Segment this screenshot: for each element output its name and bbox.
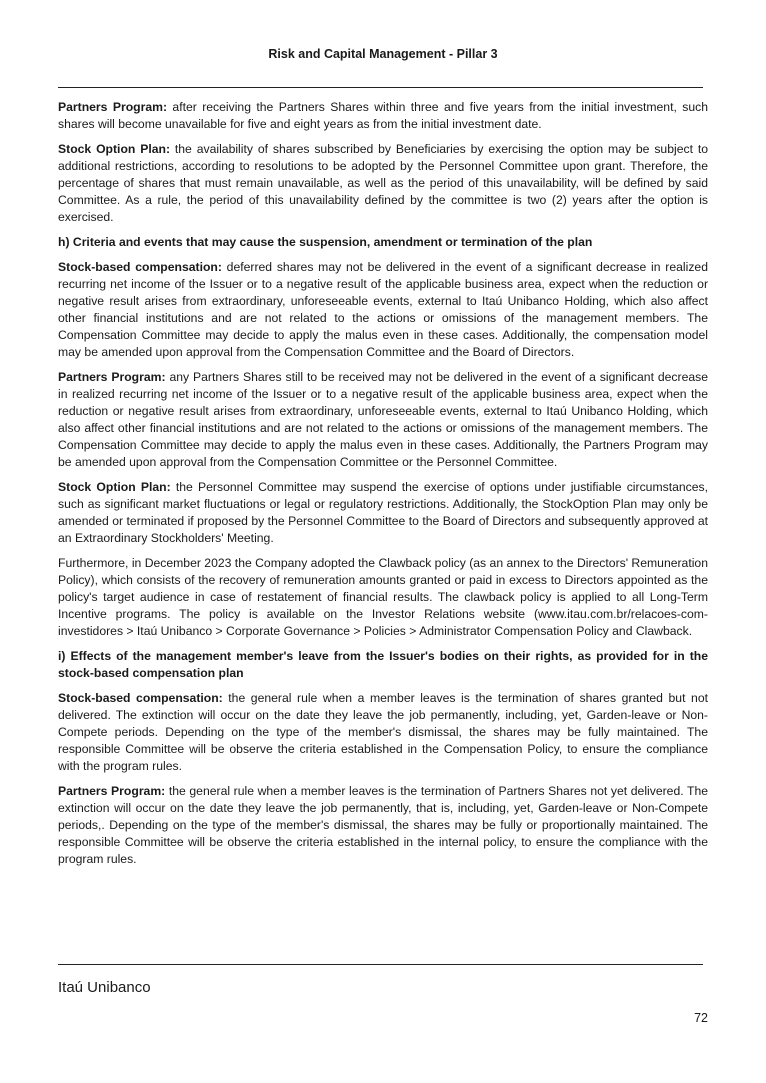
paragraph-label: Stock-based compensation: [58, 260, 222, 274]
paragraph-partners-program-suspension [58, 369, 708, 471]
paragraph-text: any Partners Shares still to be received may not be delivered in the event of a significant decrease in realized recurring net income of the Issuer or to a negative result of the applicable business area, expect when the reduction or negative result arises from extraordinary, unforeseeable events, external to Itaú Unibanco Holding, which also affect other financial institutions and are not related to the actions or omissions of the management members. The Compensation Committee may decide to apply the malus even in these cases. Additionally, the Partners Program may be amended upon approval from the Compensation Committee or the Personnel Committee. [58, 370, 709, 469]
paragraph-clawback-policy: Furthermore, in December 2023 the Company adopted the Clawback policy (as an annex to the Directors' Remuneration Policy), which consists of the recovery of remuneration amounts granted or paid in excess to Directors appointed as the policy's target audience in case of restatement of financial results. The clawback policy is applied to all Long-Term Incentive programs. The policy is available on the Investor Relations website (www.itau.com.br/relacoes-com-investidores > Itaú Unibanco > Corporate Governance > Policies > Administrator Compensation Policy and Clawback. [58, 556, 708, 638]
paragraph-label: Stock-based compensation: [58, 691, 223, 705]
section-heading-h: h) Criteria and events that may cause the suspension, amendment or termination of the plan [58, 235, 593, 249]
paragraph-partners-program-unavailability [58, 99, 708, 133]
page-number: 72 [694, 1011, 708, 1025]
paragraph-text: deferred shares may not be delivered in the event of a significant decrease in realized recurring net income of the Issuer or to a negative result of the applicable business area, expect when the reduction or negative result arises from extraordinary, unforeseeable events, external to Itaú Unibanco Holding, which also affect other financial institutions and are not related to the actions or omissions of the management members. The Compensation Committee may decide to apply the malus even in these cases. Additionally, the compensation model may be amended upon approval from the Compensation Committee and the Board of Directors. [58, 260, 708, 359]
paragraph-text: after receiving the Partners Shares within three and five years from the initial investment, such shares will become unavailable for five and eight years as from the initial investment date. [58, 100, 708, 131]
paragraph-stock-option-unavailability [58, 141, 708, 226]
page-header-title: Risk and Capital Management - Pillar 3 [268, 47, 498, 61]
paragraph-label: Partners Program: [58, 784, 166, 798]
paragraph-stock-option-suspension [58, 479, 708, 547]
header-divider [58, 87, 703, 88]
footer-company-name: Itaú Unibanco [58, 979, 151, 996]
paragraph-text: the availability of shares subscribed by Beneficiaries by exercising the option may be subject to additional restrictions, according to resolutions to be adopted by the Personnel Committee upon grant. Therefore, the percentage of shares that must remain unavailable, as well as the period of this unavailability, will be defined by said Committee. As a rule, the period of this unavailability defined by the committee is two (2) years after the option is exercised. [58, 142, 708, 224]
paragraph-label: Partners Program: [58, 370, 166, 384]
paragraph-label: Stock Option Plan: [58, 142, 171, 156]
document-body [58, 99, 708, 876]
paragraph-text: the Personnel Committee may suspend the exercise of options under justifiable circumstances, such as significant market fluctuations or legal or regulatory restrictions. Additionally, the StockOption Plan may only be amended or terminated if proposed by the Personnel Committee to the Board of Directors and subsequently approved at an Extraordinary Stockholders' Meeting. [58, 480, 708, 545]
section-heading-i: i) Effects of the management member's leave from the Issuer's bodies on their rights, as provided for in the stock-based compensation plan [58, 649, 708, 680]
paragraph-label: Stock Option Plan: [58, 480, 171, 494]
paragraph-stock-based-suspension [58, 259, 708, 361]
footer-divider [58, 964, 703, 965]
paragraph-stock-based-leave [58, 690, 708, 775]
paragraph-label: Partners Program: [58, 100, 168, 114]
paragraph-text: the general rule when a member leaves is the termination of Partners Shares not yet delivered. The extinction will occur on the date they leave the job permanently, that is, including, yet, Garden-leave or Non-Compete periods,. Depending on the type of the member's dismissal, the shares may be fully or proportionally maintained. The responsible Committee will be observe the criteria established in the internal policy, to ensure the compliance with the program rules. [58, 784, 709, 866]
paragraph-text: the general rule when a member leaves is the termination of shares granted but not delivered. The extinction will occur on the date they leave the job permanently, including, yet, Garden-leave or Non-Compete periods. Depending on the type of the member's dismissal, the shares may be fully maintained. The responsible Committee will be observe the criteria established in the Compensation Policy, to ensure the compliance with the program rules. [58, 691, 708, 773]
paragraph-partners-program-leave [58, 783, 708, 868]
